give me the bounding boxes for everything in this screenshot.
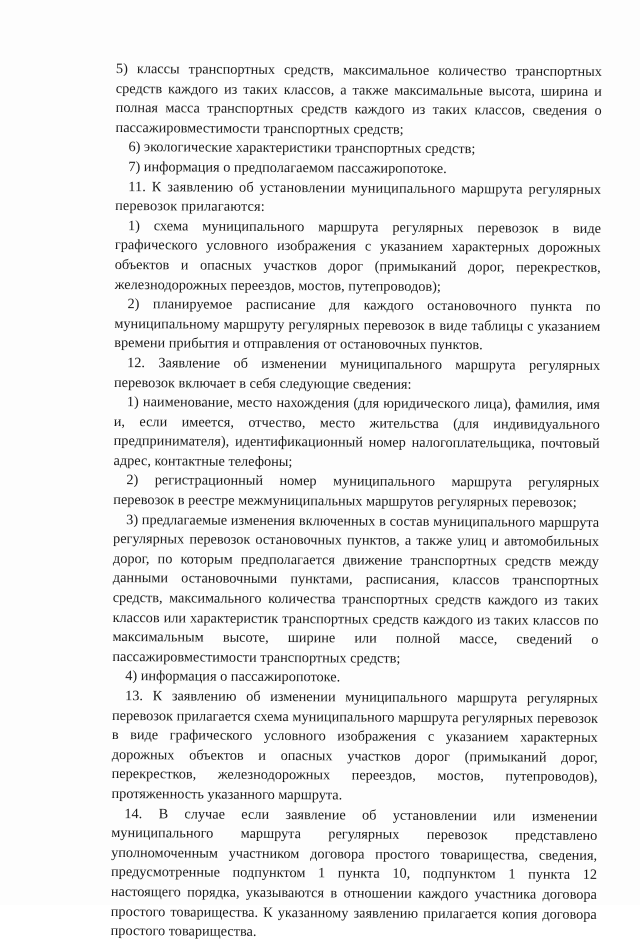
paragraph-clause-14: 14. В случае если заявление об установлении или изменении муниципального маршрута регулярных перевозок представлено уполномоченным участником договора простого товарищества, сведения, предусмотренные подпунктом 1 пункта 10, подпунктом 1 пункта 12 настоящего порядка, указываются в отношении каждого участника договора простого товарищества. К указанному заявлению прилагается копия договора простого товарищества. xyxy=(110,805,598,940)
paragraph-clause-11-item-2: 2) планируемое расписание для каждого остановочного пункта по муниципальному маршруту регулярных перевозок в виде таблицы с указанием времени прибытия и отправления от остановочных пунктов. xyxy=(114,296,601,354)
paragraph-item-6: 6) экологические характеристики транспортных средств; xyxy=(128,139,476,158)
paragraph-clause-12-item-3: 3) предлагаемые изменения включенных в состав муниципального маршрута регулярных перевозок остановочных пунктов, а также улиц и автомобильных дорог, по которым предполагается движение транспортных средств между данными остановочными пунктами, расписания, классов транспортных средств, максимального количества транспортных средств каждого из таких классов или характеристик транспортных средств каждого из таких классов по максимальным высоте, ширине или полной массе, сведений о пассажировместимости транспортных средств; xyxy=(112,511,600,667)
paragraph-clause-12-item-1: 1) наименование, место нахождения (для юридического лица), фамилия, имя и, если имеется, отчество, место жительства (для индивидуального предпринимателя), идентификационный номер налогоплательщика, почтовый адрес, контактные телефоны; xyxy=(113,394,600,470)
paragraph-item-5: 5) классы транспортных средств, максимальное количество транспортных средств каждого из таких классов, а также максимальные высота, ширина и полная масса транспортных средств каждого из таких классов, сведения о пассажировместимости транспортных средств; xyxy=(115,60,602,138)
paragraph-clause-12: 12. Заявление об изменении муниципального маршрута регулярных перевозок включает в себя следующие сведения: xyxy=(113,354,601,393)
document-body xyxy=(111,60,602,945)
paragraph-clause-11-item-1: 1) схема муниципального маршрута регулярных перевозок в виде графического условного изображения с указанием характерных дорожных объектов и опасных участков дорог (примыканий дорог, перекрестков, железнодорожных переездов, мостов, путепроводов); xyxy=(114,217,602,295)
paragraph-clause-11: 11. К заявлению об установлении муниципального маршрута регулярных перевозок прилагаются: xyxy=(115,178,602,216)
paragraph-clause-12-item-2: 2) регистрационный номер муниципального маршрута регулярных перевозок в реестре межмуниципальных маршрутов регулярных перевозок; xyxy=(113,472,600,511)
paragraph-clause-13: 13. К заявлению об изменении муниципального маршрута регулярных перевозок прилагается схема муниципального маршрута регулярных перевозок в виде графического условного изображения с указанием характерных дорожных объектов и опасных участков дорог (примыканий дорог, перекрестков, железнодорожных переездов, мостов, путепроводов), протяженность указанного маршрута. xyxy=(111,688,599,804)
paragraph-clause-12-item-4: 4) информация о пассажиропотоке. xyxy=(125,668,341,686)
paragraph-item-7: 7) информация о предполагаемом пассажиропотоке. xyxy=(128,159,447,177)
